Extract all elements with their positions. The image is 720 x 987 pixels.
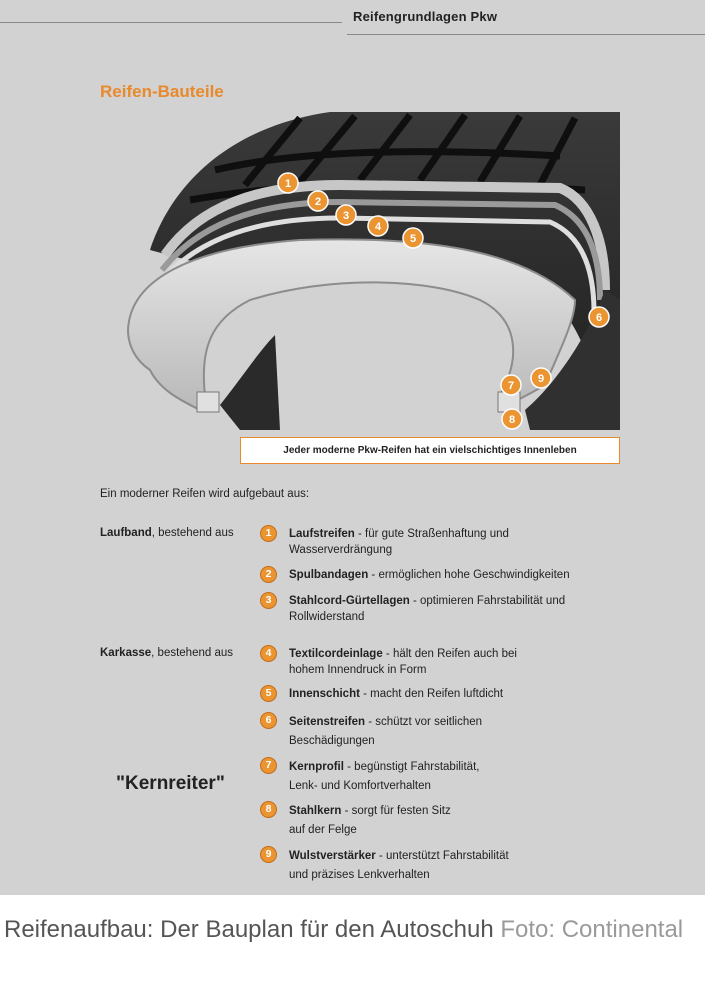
- marker-3: [336, 205, 356, 225]
- image-caption: [4, 913, 704, 947]
- number-badge: 1: [260, 525, 277, 542]
- svg-text:4: 4: [374, 221, 382, 233]
- svg-text:7: 7: [507, 380, 515, 392]
- group-karkasse: Karkasse, bestehend aus: [100, 647, 233, 659]
- component-item-1: 1 Laufstreifen - für gute Straßenhaftung und Wasserverdrängung: [260, 526, 605, 566]
- marker-4: [368, 216, 388, 236]
- number-badge: 2: [260, 566, 277, 583]
- svg-text:9: 9: [537, 373, 545, 385]
- svg-text:8: 8: [508, 414, 516, 426]
- tire-cutaway-diagram: [0, 0, 705, 480]
- number-badge: 6: [260, 712, 277, 729]
- marker-6: [589, 307, 609, 327]
- svg-text:5: 5: [409, 233, 417, 245]
- bead-left: [197, 392, 219, 412]
- component-item-8: 8 Stahlkern - sorgt für festen Sitz auf der Felge: [260, 802, 605, 842]
- component-item-3: 3 Stahlcord-Gürtellagen - optimieren Fahrstabilität und Rollwiderstand: [260, 593, 605, 633]
- group-laufband: Laufband, bestehend aus: [100, 527, 234, 539]
- component-item-5: 5 Innenschicht - macht den Reifen luftdicht: [260, 686, 605, 726]
- component-item-9: 9 Wulstverstärker - unterstützt Fahrstabilität und präzises Lenkverhalten: [260, 847, 605, 887]
- header-title: Reifengrundlagen Pkw: [353, 9, 498, 24]
- number-badge: 8: [260, 801, 277, 818]
- photo-credit: Foto: Continental: [500, 916, 684, 943]
- number-badge: 5: [260, 685, 277, 702]
- svg-text:1: 1: [284, 178, 292, 190]
- marker-5: [403, 228, 423, 248]
- number-badge: 7: [260, 757, 277, 774]
- caption-text: Reifenaufbau: Der Bauplan für den Autoschuh: [4, 916, 494, 943]
- component-item-7: 7 Kernprofil - begünstigt Fahrstabilität, Lenk- und Komfortverhalten: [260, 758, 605, 798]
- marker-2: [308, 191, 328, 211]
- number-badge: 3: [260, 592, 277, 609]
- marker-9: [531, 368, 551, 388]
- component-item-4: 4 Textilcordeinlage - hält den Reifen auch bei hohem Innendruck in Form: [260, 646, 605, 686]
- component-item-6: 6 Seitenstreifen - schützt vor seitlichen Beschädigungen: [260, 713, 605, 753]
- section-title: Reifen-Bauteile: [100, 82, 224, 101]
- marker-7: [501, 375, 521, 395]
- number-badge: 9: [260, 846, 277, 863]
- marker-1: [278, 173, 298, 193]
- svg-text:3: 3: [342, 210, 350, 222]
- component-item-2: 2 Spulbandagen - ermöglichen hohe Geschwindigkeiten: [260, 567, 605, 607]
- diagram-caption: Jeder moderne Pkw-Reifen hat ein vielschichtiges Innenleben: [240, 437, 620, 464]
- sidewall-left: [220, 335, 280, 430]
- number-badge: 4: [260, 645, 277, 662]
- svg-text:2: 2: [314, 196, 322, 208]
- svg-text:6: 6: [595, 312, 603, 324]
- kernreiter-label: "Kernreiter": [116, 773, 225, 794]
- marker-8: [502, 409, 522, 429]
- intro-text: Ein moderner Reifen wird aufgebaut aus:: [100, 488, 310, 500]
